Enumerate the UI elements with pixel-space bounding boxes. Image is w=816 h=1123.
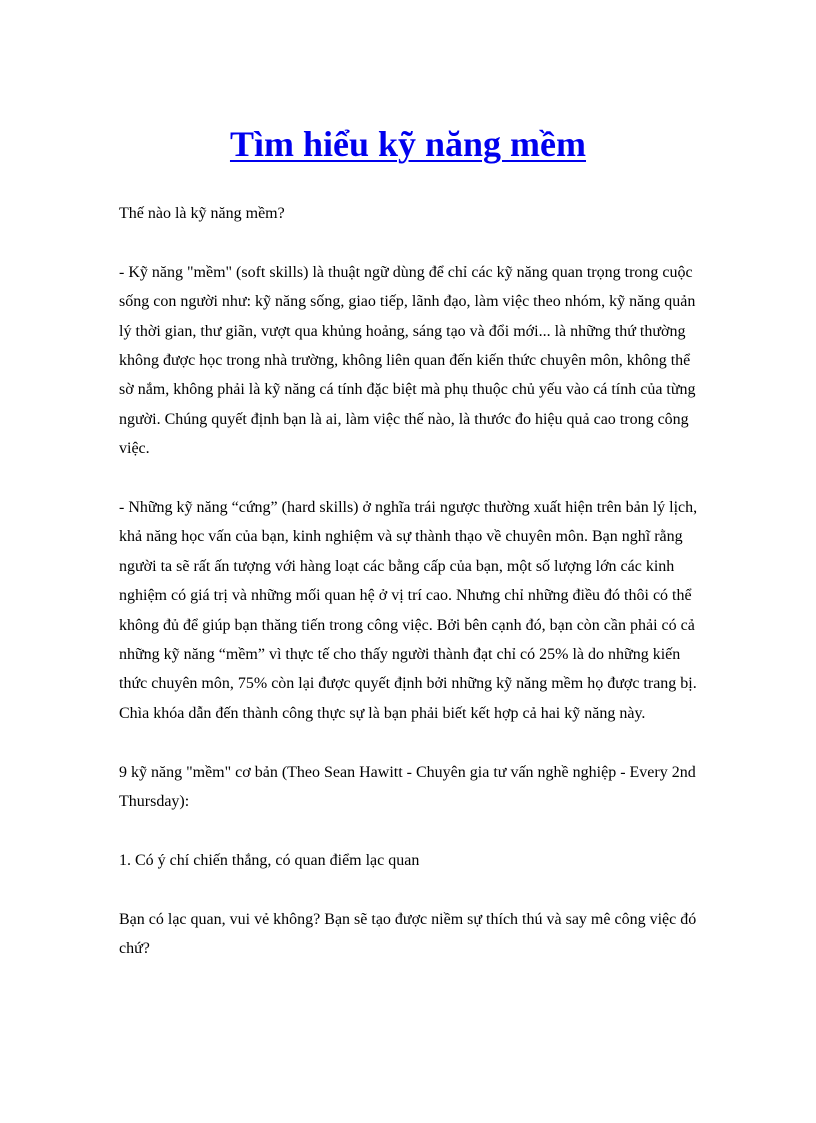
paragraph-soft-skills: - Kỹ năng "mềm" (soft skills) là thuật ngữ dùng để chỉ các kỹ năng quan trọng trong cuộc sống con người như: kỹ năng sống, giao tiếp, lãnh đạo, làm việc theo nhóm, kỹ năng quản lý thời gian, thư giãn, vượt qua khủng hoảng, sáng tạo và đổi mới... là những thứ thường không được học trong nhà trường, không liên quan đến kiến thức chuyên môn, không thể sờ nắm, không phải là kỹ năng cá tính đặc biệt mà phụ thuộc chủ yếu vào cá tính của từng người. Chúng quyết định bạn là ai, làm việc thế nào, là thước đo hiệu quả cao trong công việc. <box>119 263 696 458</box>
skill-1-heading: 1. Có ý chí chiến thắng, có quan điểm lạc quan <box>119 851 420 869</box>
paragraph-nine-skills: 9 kỹ năng "mềm" cơ bản (Theo Sean Hawitt - Chuyên gia tư vấn nghề nghiệp - Every 2nd Thursday): <box>119 763 696 811</box>
paragraph-hard-skills: - Những kỹ năng “cứng” (hard skills) ở nghĩa trái ngược thường xuất hiện trên bản lý lịch, khả năng học vấn của bạn, kinh nghiệm và sự thành thạo về chuyên môn. Bạn nghĩ rằng người ta sẽ rất ấn tượng với hàng loạt các bằng cấp của bạn, một số lượng lớn các kinh nghiệm có giá trị và những mối quan hệ ở vị trí cao. Nhưng chỉ những điều đó thôi có thể không đủ để giúp bạn thăng tiến trong công việc. Bởi bên cạnh đó, bạn còn cần phải có cả những kỹ năng “mềm” vì thực tế cho thấy người thành đạt chỉ có 25% là do những kiến thức chuyên môn, 75% còn lại được quyết định bởi những kỹ năng mềm họ được trang bị. Chìa khóa dẫn đến thành công thực sự là bạn phải biết kết hợp cả hai kỹ năng này. <box>119 499 698 722</box>
paragraph-skill-1: Bạn có lạc quan, vui vẻ không? Bạn sẽ tạo được niềm sự thích thú và say mê công việc đó chứ? <box>119 910 697 958</box>
document-body <box>119 199 699 993</box>
title-link[interactable]: Tìm hiểu kỹ năng mềm <box>229 124 587 164</box>
question-heading: Thế nào là kỹ năng mềm? <box>119 205 285 222</box>
page-title <box>0 118 816 170</box>
